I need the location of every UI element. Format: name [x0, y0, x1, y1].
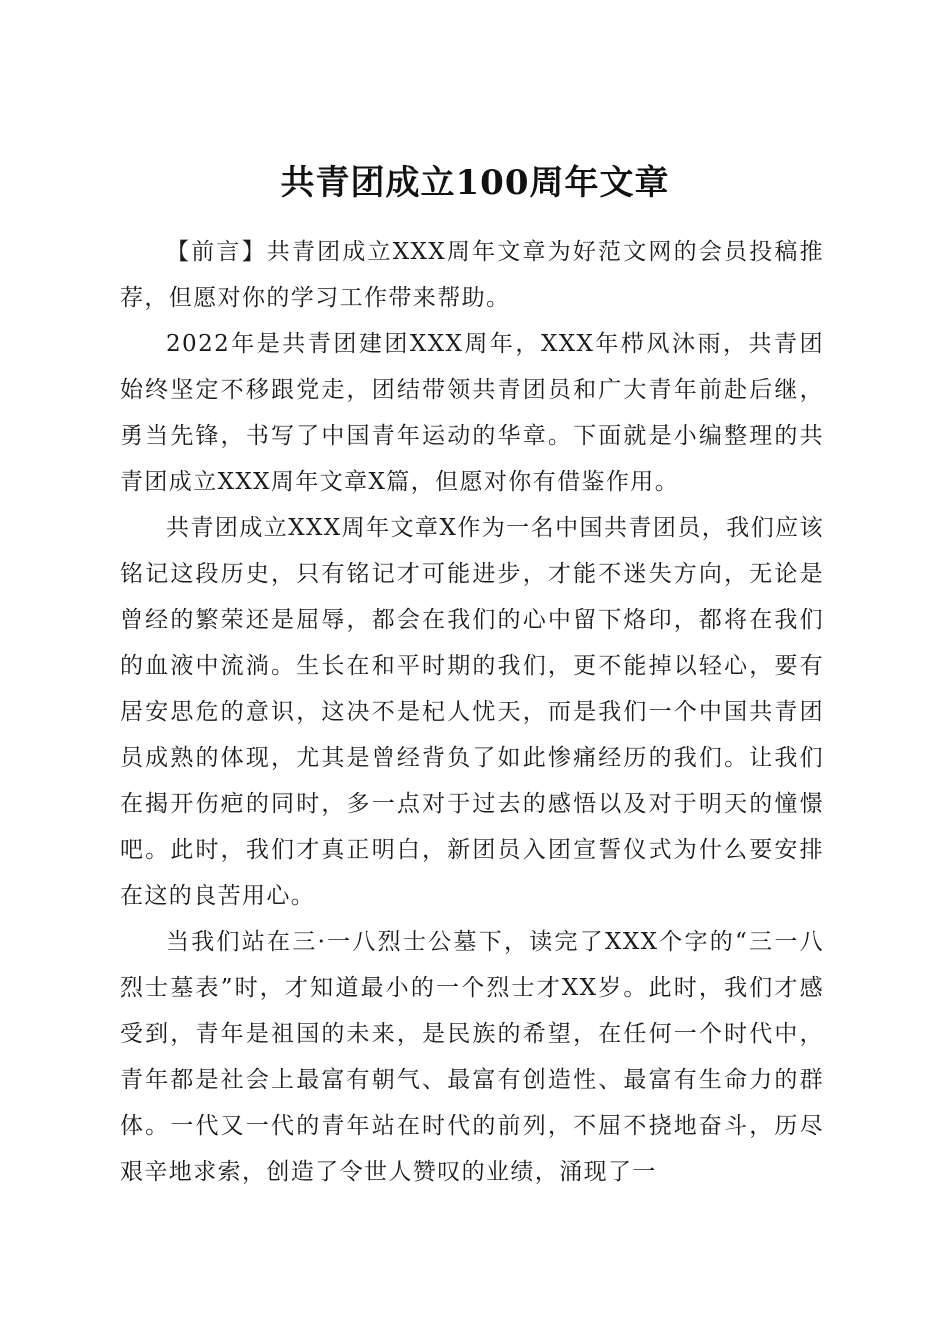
paragraph-article-one: 共青团成立XXX周年文章X作为一名中国共青团员，我们应该铭记这段历史，只有铭记才可能进步，才能不迷失方向，无论是曾经的繁荣还是屈辱，都会在我们的心中留下烙印，都将在我们的血液中流淌。生长在和平时期的我们，更不能掉以轻心，要有居安思危的意识，这决不是杞人忧天，而是我们一个中国共青团员成熟的体现，尤其是曾经背负了如此惨痛经历的我们。让我们在揭开伤疤的同时，多一点对于过去的感悟以及对于明天的憧憬吧。此时，我们才真正明白，新团员入团宣誓仪式为什么要安排在这的良苦用心。 [120, 515, 824, 909]
document-title: 共青团成立100周年文章 [280, 162, 670, 203]
paragraph-martyrs: 当我们站在三·一八烈士公墓下，读完了XXX个字的“三一八烈士墓表”时，才知道最小的一个烈士才XX岁。此时，我们才感受到，青年是祖国的未来，是民族的希望，在任何一个时代中，青年都是社会上最富有朝气、最富有创造性、最富有生命力的群体。一代又一代的青年站在时代的前列，不屈不挠地奋斗，历尽艰辛地求索，创造了令世人赞叹的业绩，涌现了一 [120, 929, 824, 1185]
paragraph-preface: 【前言】共青团成立XXX周年文章为好范文网的会员投稿推荐，但愿对你的学习工作带来帮助。 [120, 239, 824, 311]
paragraph-intro: 2022年是共青团建团XXX周年，XXX年栉风沐雨，共青团始终坚定不移跟党走，团结带领共青团员和广大青年前赴后继，勇当先锋，书写了中国青年运动的华章。下面就是小编整理的共青团成立XXX周年文章X篇，但愿对你有借鉴作用。 [120, 331, 824, 495]
document-body [120, 229, 824, 1195]
